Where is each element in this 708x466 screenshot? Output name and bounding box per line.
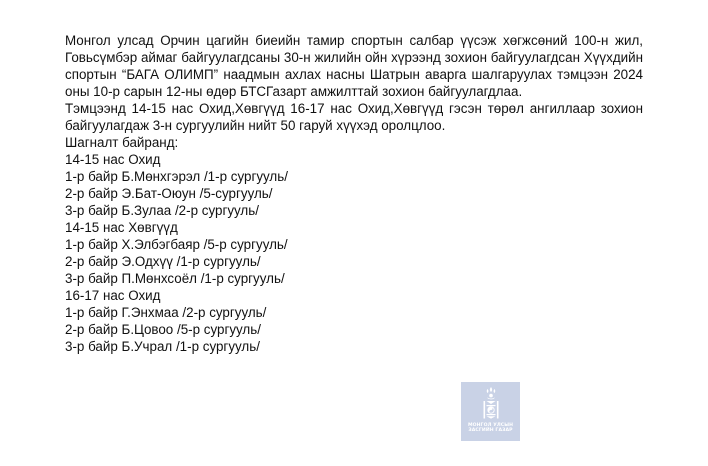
logo-caption (468, 423, 513, 434)
result-line: 3-р байр П.Мөнхсоёл /1-р сургууль/ (65, 271, 285, 286)
results-group-girls-14-15 (65, 151, 643, 219)
result-line: 1-р байр Г.Энхмаа /2-р сургууль/ (65, 305, 267, 320)
category-heading: 16-17 нас Охид (65, 288, 161, 303)
result-line: 2-р байр Э.Бат-Оюун /5-сургууль/ (65, 186, 273, 201)
intro-paragraph: Монгол улсад Орчин цагийн биеийн тамир спортын салбар үүсэж хөгжсөний 100-н жил, Говьсүмбэр аймаг байгуулагдсаны 30-н жилийн ойн хүрээнд зохион байгуулагдсан Хүүхдийн спортын “БАГА ОЛИМП” наадмын ахлах насны Шатрын аварга шалгаруулах тэмцээн 2024 оны 10-р сарын 12-ны өдөр БТСГазарт амжилттай зохион байгуулагдлаа. (65, 33, 643, 99)
awards-heading: Шагналт байранд: (65, 135, 179, 150)
result-line: 1-р байр Х.Элбэгбаяр /5-р сургууль/ (65, 237, 288, 252)
result-line: 2-р байр Э.Одхүү /1-р сургууль/ (65, 254, 261, 269)
category-heading: 14-15 нас Охид (65, 152, 161, 167)
category-heading: 14-15 нас Хөвгүүд (65, 220, 178, 235)
logo-caption-line-1: МОНГОЛ УЛСЫН (467, 423, 514, 428)
participation-paragraph: Тэмцээнд 14-15 нас Охид,Хөвгүүд 16-17 нас Охид,Хөвгүүд гэсэн төрөл ангиллаар зохион байгуулагдаж 3-н сургуулийн нийт 50 гаруй хүүхэд оролцлоо. (65, 101, 643, 133)
result-line: 3-р байр Б.Учрал /1-р сургууль/ (65, 339, 260, 354)
results-group-boys-14-15 (65, 219, 643, 287)
document-body (65, 32, 643, 355)
government-logo (461, 382, 520, 441)
result-line: 2-р байр Б.Цовоо /5-р сургууль/ (65, 322, 261, 337)
result-line: 1-р байр Б.Мөнхгэрэл /1-р сургууль/ (65, 169, 288, 184)
results-group-girls-16-17 (65, 287, 643, 355)
logo-caption-line-2: ЗАСГИЙН ГАЗАР (468, 428, 513, 434)
result-line: 3-р байр Б.Зулаа /2-р сургууль/ (65, 203, 259, 218)
soyombo-emblem-icon (480, 387, 502, 421)
